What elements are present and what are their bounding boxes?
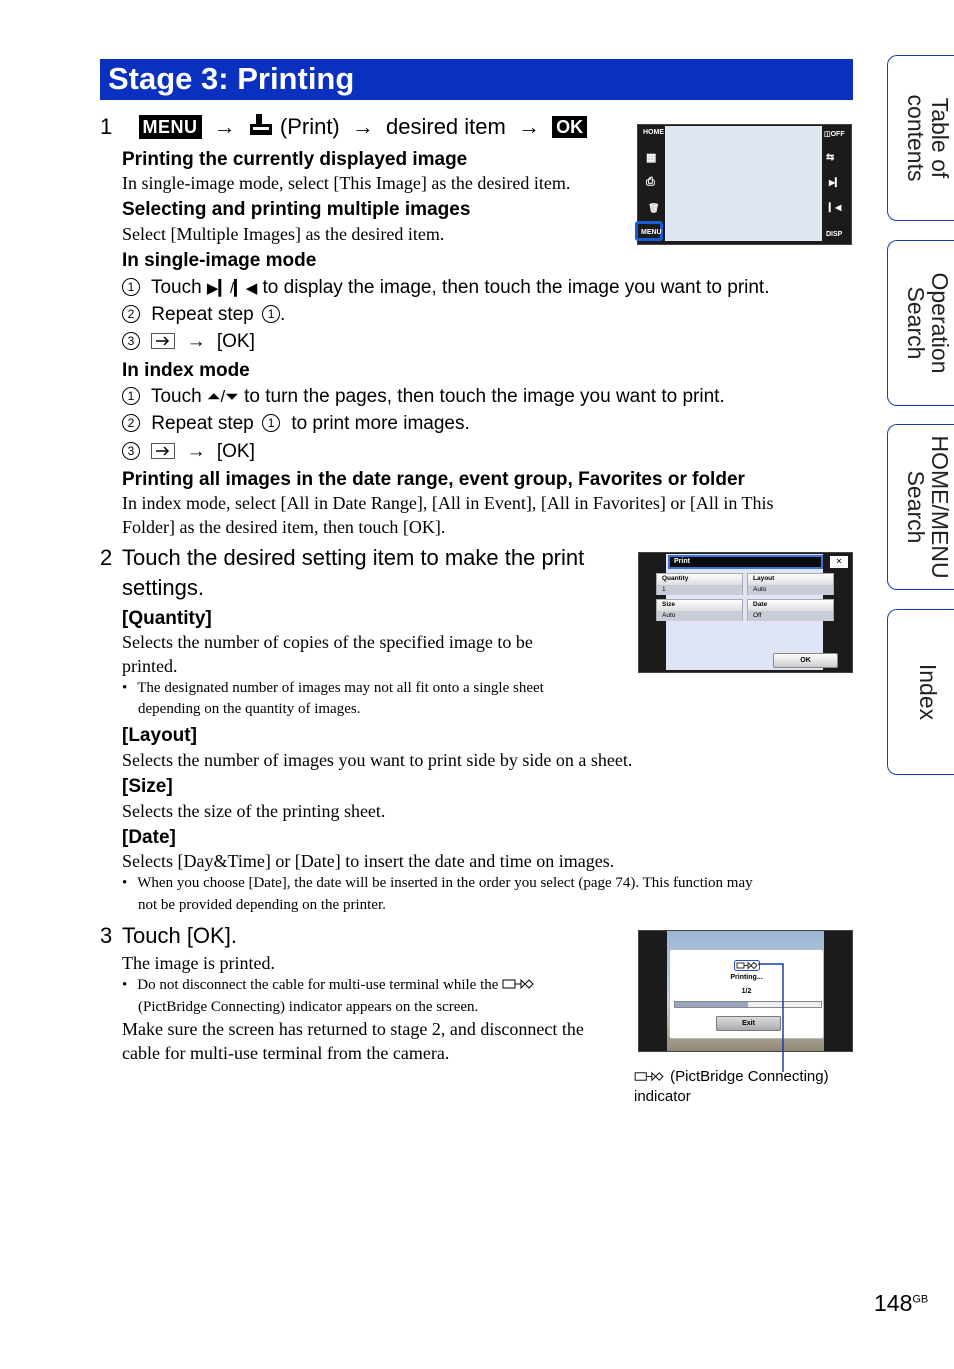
date-value: Off: [748, 611, 833, 621]
page-up-down-icon: ⏶/⏷: [206, 387, 239, 406]
step3-note: • Do not disconnect the cable for multi-use terminal while the: [122, 975, 536, 996]
quantity-label: Quantity: [657, 574, 742, 585]
ok-button[interactable]: OK: [773, 653, 838, 668]
quantity-setting[interactable]: [656, 573, 743, 595]
currently-displayed-text: In single-image mode, select [This Image] as the desired item.: [122, 173, 571, 193]
camera-screen-playback: [637, 124, 852, 245]
quantity-note-2: depending on the quantity of images.: [138, 701, 361, 717]
arrow: →: [213, 114, 236, 139]
callout-label: (PictBridge Connecting): [634, 1068, 829, 1085]
step3-number: 3: [100, 923, 113, 948]
page-number: $148^{GB}$: [874, 1290, 929, 1316]
arrow: →: [186, 331, 206, 352]
index-mode-heading: In index mode: [122, 360, 250, 381]
slideshow-icon[interactable]: ⎙: [646, 176, 655, 188]
printing-status: Printing...: [730, 974, 763, 981]
single-mode-heading: In single-image mode: [122, 250, 317, 271]
single-step-3: 3 → [OK]: [122, 331, 255, 353]
callout-label-2: indicator: [634, 1088, 691, 1105]
step-circle: 2: [122, 305, 140, 323]
multiple-text: Select [Multiple Images] as the desired item.: [122, 224, 445, 244]
date-note: • When you choose [Date], the date will be inserted in the order you select (page 74). This function may: [122, 875, 753, 891]
right-icon-column: [822, 125, 851, 244]
tab-table-of-contents[interactable]: Table of contents: [887, 55, 954, 221]
step-circle: 3: [122, 332, 140, 350]
index-view-icon[interactable]: ▦: [646, 152, 657, 164]
ok-badge: OK: [552, 116, 587, 138]
menu-badge: MENU: [139, 115, 202, 139]
layout-text: Selects the number of images you want to print side by side on a sheet.: [122, 750, 633, 770]
pictbridge-icon: [634, 1070, 666, 1083]
quantity-note: • The designated number of images may not all fit onto a single sheet: [122, 680, 544, 696]
step-ref-circle: 1: [262, 414, 280, 432]
step1-header: [100, 113, 587, 140]
camera-screen-print-settings: [638, 552, 853, 673]
all-images-text-2: Folder] as the desired item, then touch [OK].: [122, 517, 446, 537]
arrow: →: [351, 114, 374, 139]
step-circle: 1: [122, 387, 140, 405]
all-images-text-1: In index mode, select [All in Date Range], [All in Event], [All in Favorites] or [All in This: [122, 493, 774, 513]
quantity-value: 1: [657, 585, 742, 595]
layout-setting[interactable]: [747, 573, 834, 595]
currently-displayed-heading: Printing the currently displayed image: [122, 149, 468, 170]
next-prev-icon: ▶▎/▎◀: [206, 280, 258, 297]
next-screen-icon: [151, 333, 175, 349]
date-setting[interactable]: [747, 599, 834, 621]
make-sure-text-2: cable for multi-use terminal from the camera.: [122, 1043, 450, 1063]
pictbridge-icon: [502, 977, 536, 991]
tab-index[interactable]: Index: [887, 609, 954, 775]
date-text: Selects [Day&Time] or [Date] to insert the date and time on images.: [122, 851, 615, 871]
layout-label: Layout: [748, 574, 833, 585]
step2-title-1: Touch the desired setting item to make the print: [122, 545, 585, 570]
print-dialog-title: Print: [668, 555, 823, 569]
date-heading: [Date]: [122, 827, 176, 848]
home-icon[interactable]: HOME: [643, 129, 664, 136]
step-ref-circle: 1: [262, 305, 280, 323]
arrow: →: [517, 114, 540, 139]
delete-icon[interactable]: 🗑: [648, 203, 660, 213]
size-label: Size: [657, 600, 742, 611]
quantity-heading: [Quantity]: [122, 608, 212, 629]
all-images-heading: Printing all images in the date range, event group, Favorites or folder: [122, 469, 745, 490]
date-note-2: not be provided depending on the printer.: [138, 897, 386, 913]
arrow: →: [186, 441, 206, 462]
print-label: (Print): [279, 114, 340, 139]
size-text: Selects the size of the printing sheet.: [122, 801, 386, 821]
single-step-1: 1 Touch ▶▎/▎◀ to display the image, then touch the image you want to print.: [122, 277, 770, 299]
step2-number: 2: [100, 545, 113, 570]
exit-button[interactable]: Exit: [716, 1016, 781, 1031]
print-icon: [248, 113, 274, 137]
step-circle: 1: [122, 278, 140, 296]
tab-home-menu-search[interactable]: HOME/MENU Search: [887, 424, 954, 590]
layout-heading: [Layout]: [122, 725, 197, 746]
left-icon-column: [638, 125, 665, 244]
make-sure-text-1: Make sure the screen has returned to stage 2, and disconnect the: [122, 1019, 584, 1039]
step3-title: Touch [OK].: [122, 923, 237, 948]
single-step-2: 2 Repeat step 1 .: [122, 304, 285, 326]
image-area: [665, 126, 822, 241]
date-label: Date: [748, 600, 833, 611]
layout-value: Auto: [748, 585, 833, 595]
size-value: Auto: [657, 611, 742, 621]
index-step-3: 3 → [OK]: [122, 441, 255, 463]
size-setting[interactable]: [656, 599, 743, 621]
menu-icon[interactable]: MENU: [641, 229, 662, 236]
print-count: 1/2: [741, 988, 752, 995]
index-step-2: 2 Repeat step 1 to print more images.: [122, 413, 470, 435]
quantity-text-1: Selects the number of copies of the specified image to be: [122, 632, 533, 652]
step3-printed: The image is printed.: [122, 953, 275, 973]
step-circle: 2: [122, 414, 140, 432]
size-heading: [Size]: [122, 776, 173, 797]
rotate-icon[interactable]: ⇆: [826, 152, 835, 163]
step-circle: 3: [122, 442, 140, 460]
close-button[interactable]: ✕: [830, 556, 848, 568]
desired-item: desired item: [386, 114, 506, 139]
prev-icon[interactable]: ▎◀: [829, 203, 842, 212]
callout-line: [740, 955, 790, 1075]
next-screen-icon: [151, 443, 175, 459]
step3-note-2: (PictBridge Connecting) indicator appears on the screen.: [138, 999, 479, 1015]
disp-icon[interactable]: DISP: [826, 231, 843, 238]
multiple-heading: Selecting and printing multiple images: [122, 199, 471, 220]
index-step-1: 1 Touch ⏶/⏷ to turn the pages, then touch the image you want to print.: [122, 386, 725, 408]
step2-title-2: settings.: [122, 575, 204, 600]
section-title: Stage 3: Printing: [108, 61, 355, 96]
display-off-icon[interactable]: ◫OFF: [824, 131, 845, 138]
quantity-text-2: printed.: [122, 656, 178, 676]
progress-fill: [675, 1002, 748, 1007]
next-icon[interactable]: ▶▎: [829, 178, 842, 187]
step1-number: 1: [100, 114, 113, 139]
tab-operation-search[interactable]: Operation Search: [887, 240, 954, 406]
